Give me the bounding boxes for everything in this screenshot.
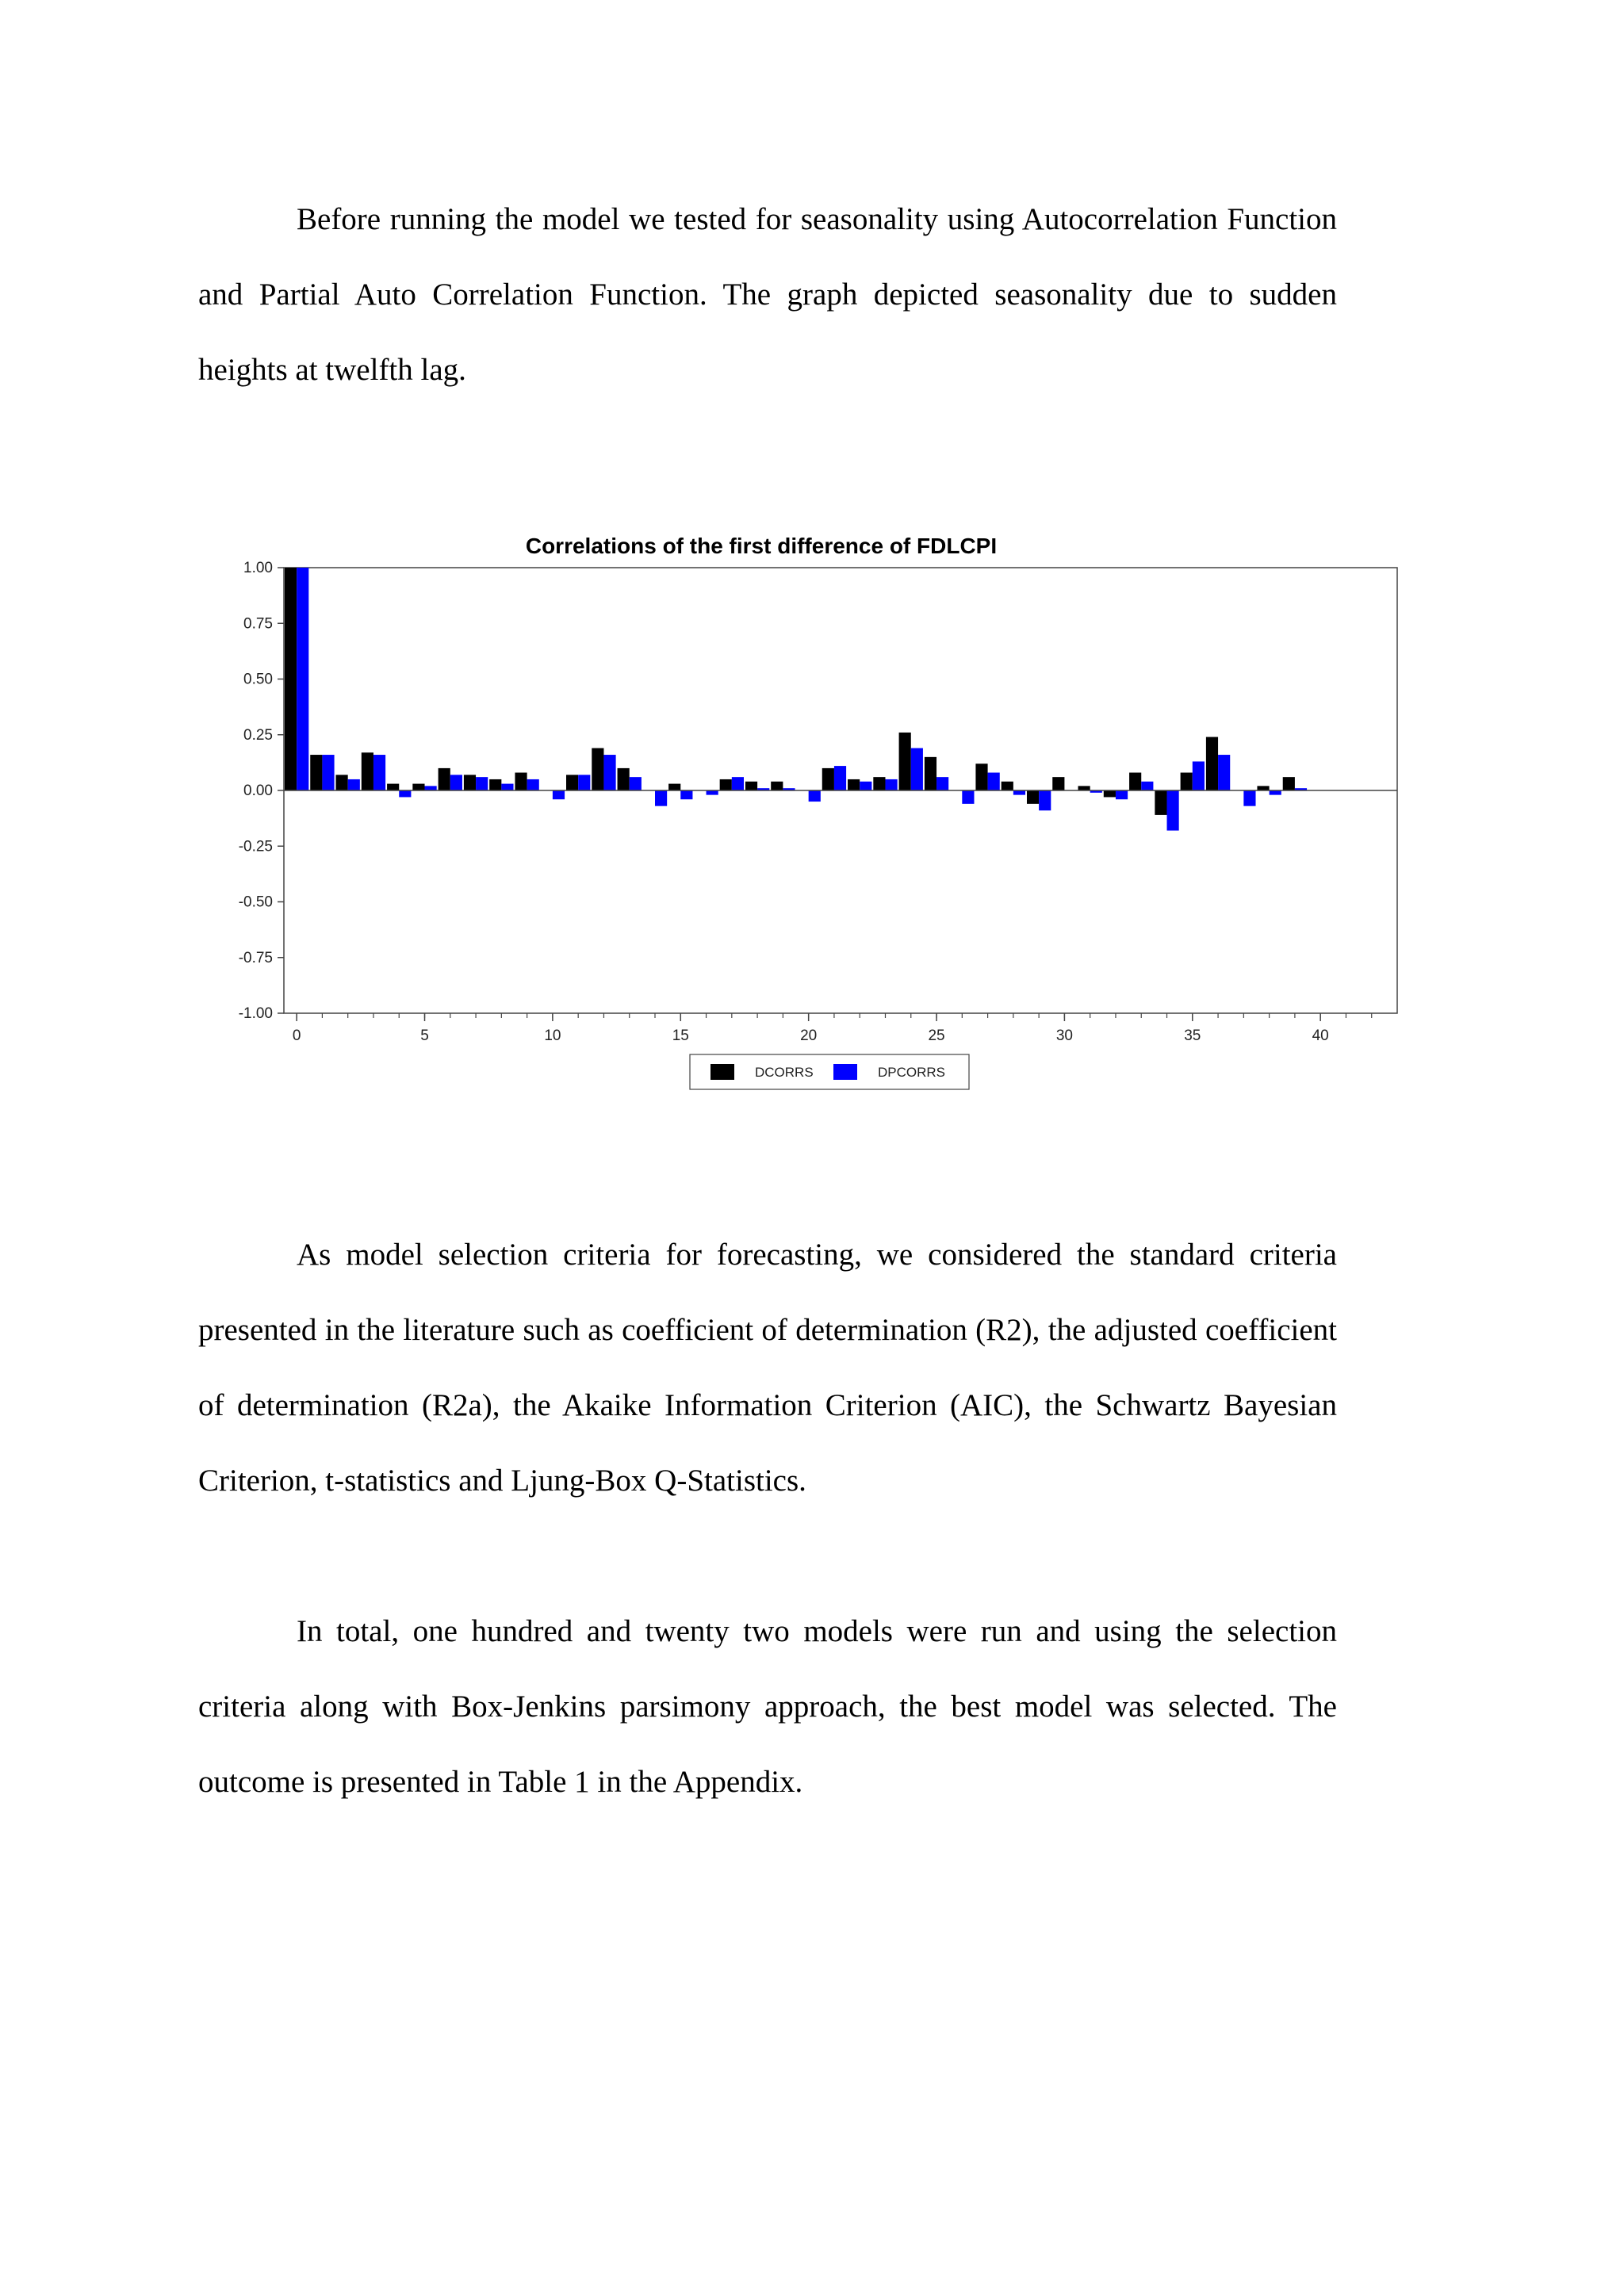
bar-dcorrs-lag-12	[592, 748, 603, 790]
bar-dpcorrs-lag-6	[450, 775, 462, 790]
bar-dpcorrs-lag-26	[962, 790, 974, 804]
bar-dcorrs-lag-32	[1104, 790, 1116, 797]
bar-dcorrs-lag-36	[1206, 737, 1218, 790]
y-tick-label: 0.75	[243, 615, 273, 633]
legend-swatch-dcorrs	[710, 1064, 734, 1080]
bar-dcorrs-lag-38	[1257, 786, 1269, 790]
x-tick-label: 5	[420, 1027, 429, 1044]
bar-dcorrs-lag-29	[1027, 790, 1039, 804]
bar-dpcorrs-lag-33	[1141, 782, 1153, 790]
paragraph-seasonality: Before running the model we tested for seasonality using Autocorrelation Function and Partial Auto Correlation Function. The graph depicted seasonality due to sudden heights at twelfth lag.	[198, 202, 1337, 387]
bar-dcorrs-lag-9	[515, 773, 527, 790]
bar-dpcorrs-lag-16	[707, 790, 718, 795]
bar-dpcorrs-lag-12	[603, 755, 615, 790]
y-tick-label: 0.25	[243, 726, 273, 744]
bar-dpcorrs-lag-17	[732, 777, 744, 790]
correlation-chart	[214, 523, 1419, 1102]
bar-dcorrs-lag-24	[899, 733, 911, 790]
legend-swatch-dpcorrs	[833, 1064, 857, 1080]
bar-dcorrs-lag-15	[668, 784, 680, 790]
bar-dcorrs-lag-22	[848, 779, 860, 790]
x-tick-label: 20	[800, 1027, 818, 1044]
bar-dpcorrs-lag-24	[911, 748, 923, 790]
bar-dpcorrs-lag-10	[553, 790, 565, 799]
bar-dpcorrs-lag-1	[322, 755, 334, 790]
bar-dpcorrs-lag-29	[1039, 790, 1051, 810]
y-tick-label: -0.75	[238, 949, 273, 966]
y-tick-label: 0.50	[243, 671, 273, 688]
bar-dcorrs-lag-2	[336, 775, 348, 790]
bar-dpcorrs-lag-38	[1270, 790, 1281, 795]
bar-dcorrs-lag-23	[873, 777, 885, 790]
bar-dcorrs-lag-33	[1129, 773, 1141, 790]
bar-dcorrs-lag-3	[362, 752, 373, 790]
x-tick-label: 25	[928, 1027, 945, 1044]
bar-dcorrs-lag-6	[439, 768, 450, 790]
bar-dcorrs-lag-30	[1052, 777, 1064, 790]
x-tick-label: 30	[1055, 1027, 1073, 1044]
bar-dcorrs-lag-0	[285, 568, 297, 790]
bar-dpcorrs-lag-15	[680, 790, 692, 799]
bar-dpcorrs-lag-23	[885, 779, 897, 790]
legend-label-dpcorrs: DPCORRS	[878, 1065, 946, 1080]
bar-dpcorrs-lag-13	[630, 777, 642, 790]
bar-dpcorrs-lag-2	[348, 779, 360, 790]
bar-dpcorrs-lag-35	[1193, 761, 1205, 790]
bar-dcorrs-lag-5	[412, 784, 424, 790]
bar-dpcorrs-lag-8	[501, 784, 513, 790]
bar-dcorrs-lag-21	[822, 768, 834, 790]
bar-dcorrs-lag-17	[720, 779, 732, 790]
bar-dcorrs-lag-8	[489, 779, 501, 790]
bar-dcorrs-lag-4	[387, 784, 399, 790]
bar-dcorrs-lag-18	[745, 782, 757, 790]
bar-dcorrs-lag-35	[1181, 773, 1193, 790]
bar-dpcorrs-lag-0	[297, 568, 308, 790]
y-tick-label: -0.50	[238, 894, 273, 911]
paragraph-selection-criteria: As model selection criteria for forecasting, we considered the standard criteria presented in the literature such as coefficient of determination (R2), the adjusted coefficient of determination (R2a), the Akaike Information Criterion (AIC), the Schwartz Bayesian Criterion, t-statistics and Ljung-Box Q-Statistics.	[198, 1238, 1337, 1498]
bar-dpcorrs-lag-20	[809, 790, 821, 802]
bar-dcorrs-lag-1	[310, 755, 322, 790]
bar-dpcorrs-lag-3	[373, 755, 385, 790]
y-tick-label: 1.00	[243, 560, 273, 576]
bar-dpcorrs-lag-14	[655, 790, 667, 806]
bar-dcorrs-lag-13	[618, 768, 630, 790]
bar-dpcorrs-lag-11	[578, 775, 590, 790]
x-tick-label: 10	[544, 1027, 561, 1044]
y-tick-label: 0.00	[243, 783, 273, 799]
bar-dcorrs-lag-19	[771, 782, 783, 790]
bar-dpcorrs-lag-25	[936, 777, 948, 790]
bar-dpcorrs-lag-27	[988, 773, 1000, 790]
paragraph-model-outcome: In total, one hundred and twenty two models were run and using the selection criteria along with Box-Jenkins parsimony approach, the best model was selected. The outcome is presented in Table 1 in the Appendix.	[198, 1614, 1337, 1799]
bar-dpcorrs-lag-36	[1218, 755, 1230, 790]
bar-dcorrs-lag-28	[1002, 782, 1013, 790]
bar-dpcorrs-lag-5	[425, 786, 437, 790]
bar-dpcorrs-lag-7	[476, 777, 488, 790]
bar-dpcorrs-lag-9	[527, 779, 539, 790]
bar-dpcorrs-lag-34	[1167, 790, 1179, 831]
bar-dcorrs-lag-34	[1155, 790, 1166, 815]
bar-dpcorrs-lag-37	[1243, 790, 1255, 806]
x-tick-label: 40	[1312, 1027, 1329, 1044]
y-tick-label: -1.00	[238, 1005, 273, 1022]
bar-dcorrs-lag-7	[464, 775, 476, 790]
bar-dpcorrs-lag-4	[399, 790, 411, 797]
y-tick-label: -0.25	[238, 838, 273, 855]
x-tick-label: 35	[1184, 1027, 1201, 1044]
legend-label-dcorrs: DCORRS	[755, 1065, 814, 1080]
bar-dpcorrs-lag-32	[1116, 790, 1128, 799]
bar-dcorrs-lag-11	[566, 775, 578, 790]
bar-dcorrs-lag-25	[925, 757, 936, 790]
bar-dpcorrs-lag-28	[1013, 790, 1025, 795]
bar-dpcorrs-lag-21	[834, 766, 846, 790]
chart-title: Correlations of the first difference of FDLCPI	[525, 534, 998, 558]
bar-dcorrs-lag-27	[975, 763, 987, 790]
x-tick-label: 15	[672, 1027, 689, 1044]
bar-dpcorrs-lag-22	[860, 782, 871, 790]
bar-dcorrs-lag-31	[1078, 786, 1090, 790]
bar-dcorrs-lag-39	[1283, 777, 1295, 790]
x-tick-label: 0	[292, 1027, 301, 1044]
